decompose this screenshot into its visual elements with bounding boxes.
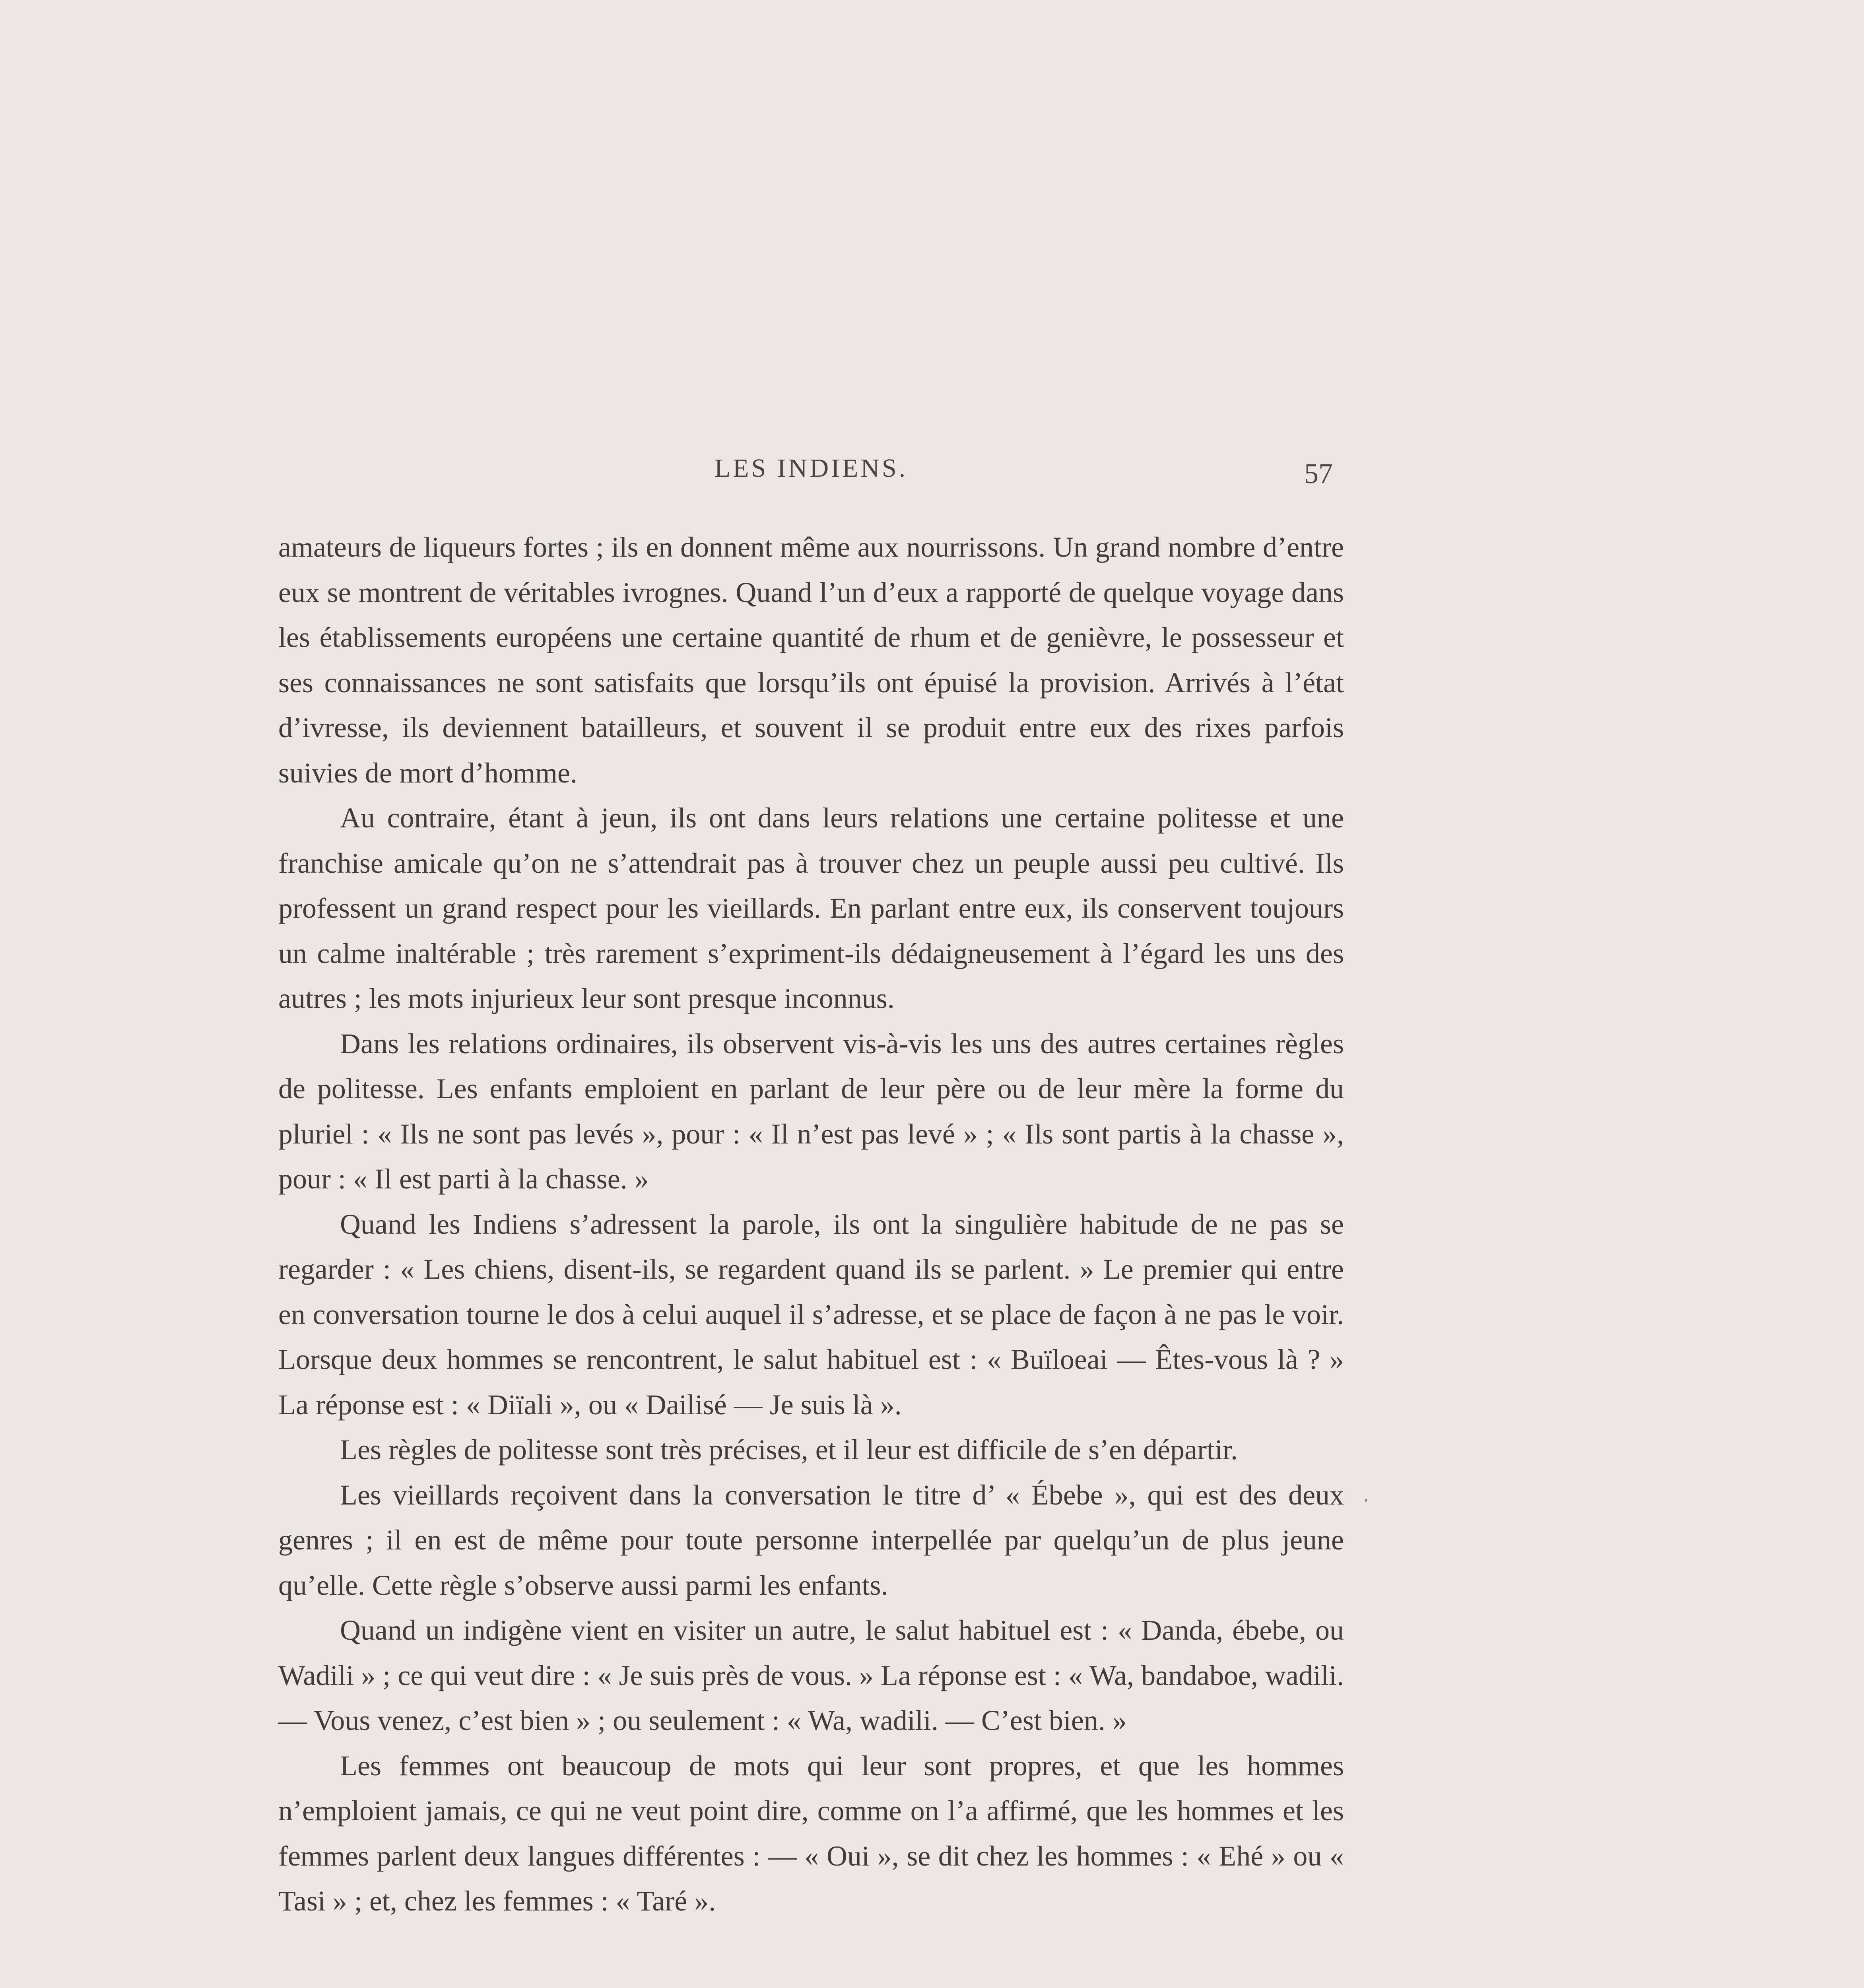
paragraph: Les vieillards reçoivent dans la conversation le titre d’ « Ébebe », qui est des deux genres ; il en est de même pour toute personne interpellée par quelqu’un de plus jeune qu’elle. Cette règle s’observe aussi parmi les enfants. [278, 1479, 1344, 1601]
running-title: LES INDIENS. [714, 454, 908, 483]
paper-speck [1365, 1499, 1367, 1502]
paragraph: Quand les Indiens s’adressent la parole, ils ont la singulière habitude de ne pas se regarder : « Les chiens, disent-ils, se regardent quand ils se parlent. » Le premier qui entre en conversation tourne le dos à celui auquel il s’adresse, et se place de façon à ne pas le voir. Lorsque deux hommes se rencontrent, le salut habituel est : « Buïloeai — Êtes-vous là ? » La réponse est : « Diïali », ou « Dailisé — Je suis là ». [278, 1208, 1344, 1421]
body-text [278, 525, 1344, 1924]
paragraph: amateurs de liqueurs fortes ; ils en donnent même aux nourrissons. Un grand nombre d’entre eux se montrent de véritables ivrognes. Quand l’un d’eux a rapporté de quelque voyage dans les établissements européens une certaine quantité de rhum et de genièvre, le possesseur et ses connaissances ne sont satisfaits que lorsqu’ils ont épuisé la provision. Arrivés à l’état d’ivresse, ils deviennent batailleurs, et souvent il se produit entre eux des rixes parfois suivies de mort d’homme. [278, 531, 1344, 789]
paragraph: Au contraire, étant à jeun, ils ont dans leurs relations une certaine politesse et une franchise amicale qu’on ne s’attendrait pas à trouver chez un peuple aussi peu cultivé. Ils professent un grand respect pour les vieillards. En parlant entre eux, ils conservent toujours un calme inaltérable ; très rarement s’expriment-ils dédaigneusement à l’égard les uns des autres ; les mots injurieux leur sont presque inconnus. [278, 802, 1344, 1014]
paragraph: Les femmes ont beaucoup de mots qui leur sont propres, et que les hommes n’emploient jamais, ce qui ne veut point dire, comme on l’a affirmé, que les hommes et les femmes parlent deux langues différentes : — « Oui », se dit chez les hommes : « Ehé » ou « Tasi » ; et, chez les femmes : « Taré ». [278, 1749, 1344, 1917]
paragraph: Les règles de politesse sont très précises, et il leur est difficile de s’en départir. [340, 1434, 1238, 1466]
page-number: 57 [1304, 458, 1333, 489]
paragraph: Quand un indigène vient en visiter un autre, le salut habituel est : « Danda, ébebe, ou Wadili » ; ce qui veut dire : « Je suis près de vous. » La réponse est : « Wa, bandaboe, wadili. — Vous venez, c’est bien » ; ou seulement : « Wa, wadili. — C’est bien. » [278, 1614, 1344, 1736]
paragraph: Dans les relations ordinaires, ils observent vis-à-vis les uns des autres certaines règles de politesse. Les enfants emploient en parlant de leur père ou de leur mère la forme du pluriel : « Ils ne sont pas levés », pour : « Il n’est pas levé » ; « Ils sont partis à la chasse », pour : « Il est parti à la chasse. » [278, 1027, 1344, 1195]
